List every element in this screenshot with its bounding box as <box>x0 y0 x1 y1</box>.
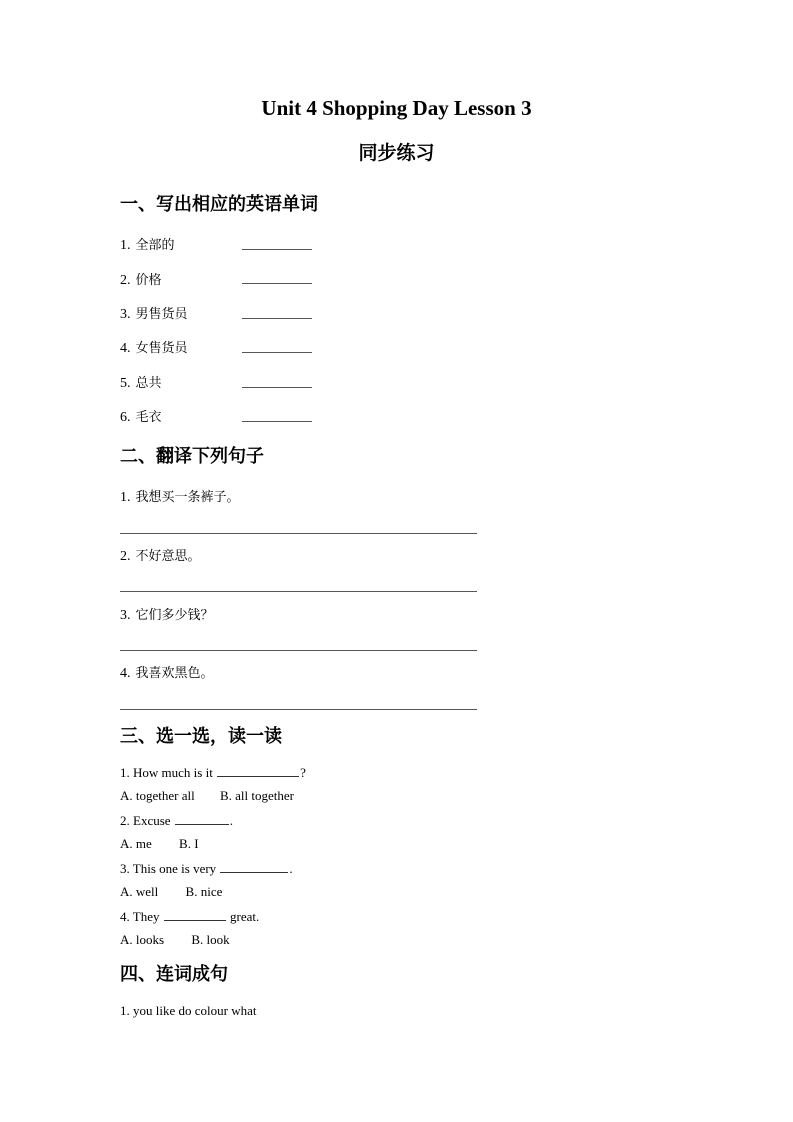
option-b: B. I <box>179 836 199 851</box>
item-number: 4. <box>120 666 131 681</box>
item-number: 4. <box>120 341 131 356</box>
item-number: 3. <box>120 608 131 623</box>
translate-answer-line-3[interactable] <box>120 650 477 651</box>
section-1-heading: 一、写出相应的英语单词 <box>120 194 318 215</box>
question-end: . <box>229 813 234 828</box>
question-text: 1. How much is it <box>120 765 213 780</box>
vocab-answer-blank-1[interactable] <box>242 249 312 250</box>
item-text: 毛衣 <box>135 410 162 425</box>
translate-answer-line-2[interactable] <box>120 591 477 592</box>
page-subtitle: 同步练习 <box>358 142 435 164</box>
item-number: 5. <box>120 376 131 391</box>
item-text: 不好意思。 <box>135 549 201 564</box>
option-b: B. look <box>191 932 230 947</box>
choice-question-3 <box>120 860 293 877</box>
question-text: 3. This one is very <box>120 861 217 876</box>
translate-item-1 <box>120 486 240 506</box>
translate-item-4 <box>120 662 214 682</box>
vocab-item-6 <box>120 406 162 426</box>
translate-answer-line-4[interactable] <box>120 709 477 710</box>
word-order-item-1: 1. you like do colour what <box>120 1003 257 1018</box>
item-text: 全部的 <box>135 238 175 253</box>
vocab-item-5 <box>120 372 162 392</box>
item-text: 我想买一条裤子。 <box>135 490 240 505</box>
vocab-answer-blank-3[interactable] <box>242 318 312 319</box>
choice-options-4 <box>120 932 230 948</box>
item-number: 1. <box>120 490 131 505</box>
translate-answer-line-1[interactable] <box>120 533 477 534</box>
question-end: ? <box>300 765 306 780</box>
option-b: B. all together <box>219 788 294 803</box>
choice-blank-4[interactable] <box>164 908 226 921</box>
page-title: Unit 4 Shopping Day Lesson 3 <box>261 96 532 120</box>
vocab-answer-blank-6[interactable] <box>242 421 312 422</box>
choice-question-1 <box>120 764 306 781</box>
option-a: A. together all <box>120 788 195 803</box>
translate-item-3 <box>120 604 214 624</box>
choice-options-2 <box>120 836 199 852</box>
section-3-heading: 三、选一选，读一读 <box>120 726 282 747</box>
choice-question-2 <box>120 812 233 829</box>
item-text: 价格 <box>135 273 162 288</box>
section-4-heading: 四、连词成句 <box>120 964 228 985</box>
choice-options-3 <box>120 884 222 900</box>
choice-blank-1[interactable] <box>217 764 299 777</box>
vocab-item-2 <box>120 269 162 289</box>
item-text: 它们多少钱？ <box>135 608 214 623</box>
translate-item-2 <box>120 545 201 565</box>
item-number: 3. <box>120 307 131 322</box>
option-a: A. well <box>120 884 159 899</box>
choice-question-4 <box>120 908 259 925</box>
item-text: 总共 <box>135 376 162 391</box>
section-2-heading: 二、翻译下列句子 <box>120 446 264 467</box>
item-number: 2. <box>120 273 131 288</box>
item-number: 6. <box>120 410 131 425</box>
question-text: 2. Excuse <box>120 813 171 828</box>
vocab-answer-blank-4[interactable] <box>242 352 312 353</box>
item-number: 2. <box>120 549 131 564</box>
item-text: 我喜欢黑色。 <box>135 666 214 681</box>
choice-options-1 <box>120 788 294 804</box>
item-text: 女售货员 <box>135 341 188 356</box>
option-a: A. looks <box>120 932 165 947</box>
question-end: great. <box>229 909 260 924</box>
choice-blank-3[interactable] <box>220 860 288 873</box>
vocab-item-4 <box>120 337 188 357</box>
vocab-item-3 <box>120 303 188 323</box>
choice-blank-2[interactable] <box>175 812 229 825</box>
question-text: 4. They <box>120 909 160 924</box>
option-b: B. nice <box>185 884 223 899</box>
vocab-answer-blank-5[interactable] <box>242 387 312 388</box>
item-number: 1. <box>120 238 131 253</box>
vocab-item-1 <box>120 234 175 254</box>
item-text: 男售货员 <box>135 307 188 322</box>
question-end: . <box>289 861 293 876</box>
option-a: A. me <box>120 836 152 851</box>
vocab-answer-blank-2[interactable] <box>242 283 312 284</box>
